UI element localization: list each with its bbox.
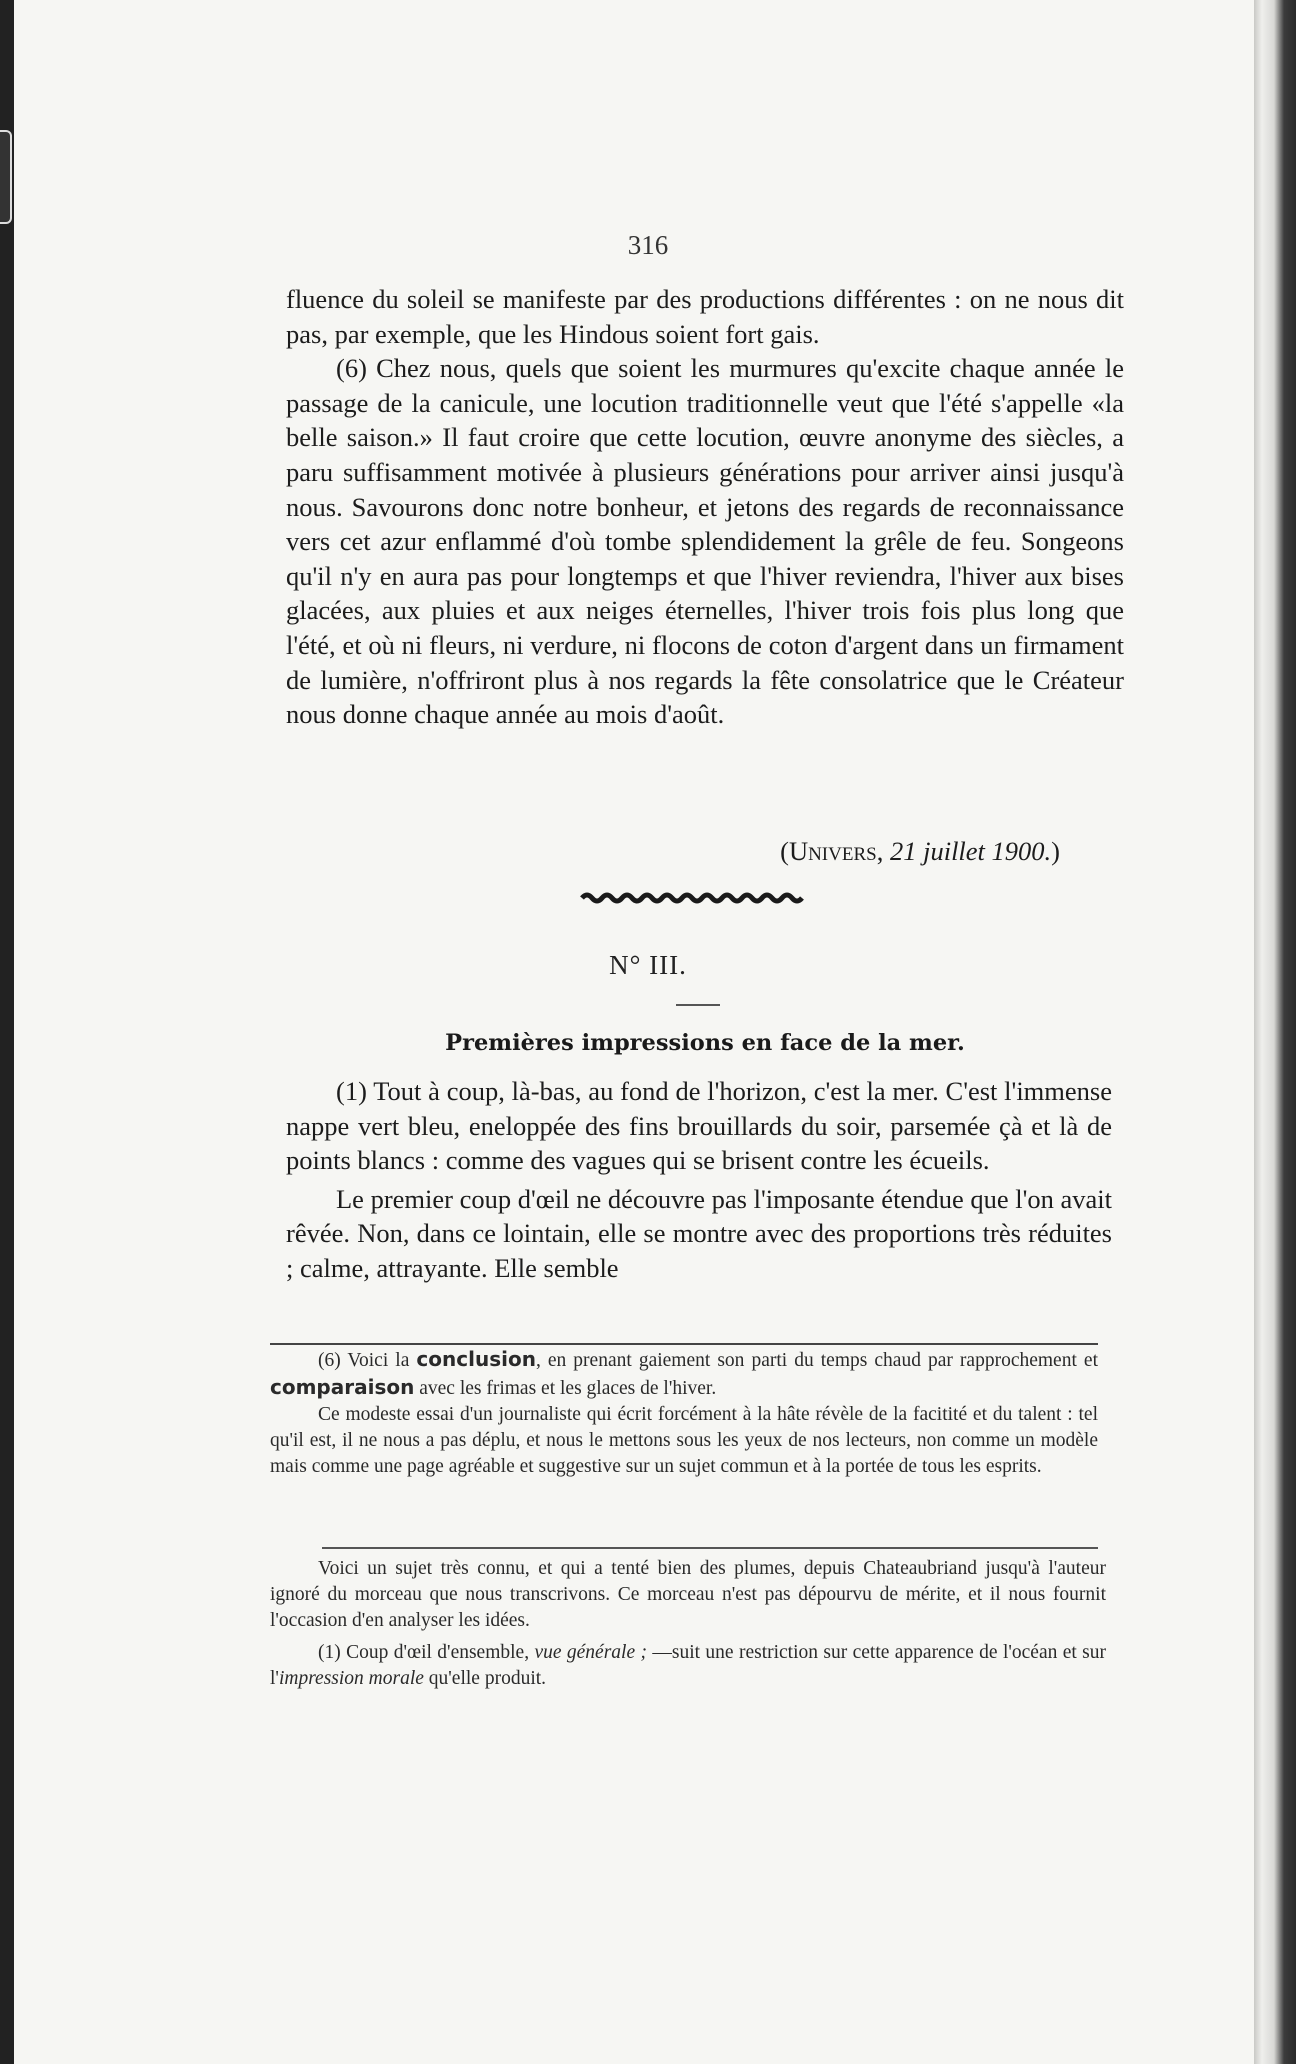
ornament-divider: [580, 890, 810, 904]
footnote-paragraph-2: Ce modeste essai d'un journaliste qui écrit forcément à la hâte révèle de la facitité et du talent : tel qu'il est, il ne nous a pas déplu, et nous le mettons sous les yeux de nos lecteurs, non comme un modèle mais comme une page agréable et suggestive sur un sujet commun et à la portée de tous les esprits.: [270, 1404, 1098, 1477]
notes-intro: Voici un sujet très connu, et qui a tenté bien des plumes, depuis Chateaubriand jusqu'à l'auteur ignoré du morceau que nous transcrivons. Ce morceau n'est pas dépourvu de mérite, et il nous fournit l'occasion d'en analyser les idées.: [270, 1558, 1106, 1631]
note-1-text-c: qu'elle produit.: [423, 1668, 547, 1689]
paragraph-continuation: fluence du soleil se manifeste par des productions différentes : on ne nous dit pas, par exemple, que les Hindous soient fort gais.: [286, 284, 1124, 349]
paragraph-6: (6) Chez nous, quels que soient les murmures qu'excite chaque année le passage de la canicule, une locution traditionnelle veut que l'été s'appelle «la belle saison.» Il faut croire que cette locution, œuvre anonyme des siècles, a paru suffisamment motivée à plusieurs générations pour arriver ainsi jusqu'à nous. Savourons donc notre bonheur, et jetons des regards de reconnaissance vers cet azur enflammé d'où tombe splendidement la grêle de feu. Songeons qu'il n'y en aura pas pour longtemps et que l'hiver reviendra, l'hiver aux bises glacées, aux pluies et aux neiges éternelles, l'hiver trois fois plus long que l'été, et où ni fleurs, ni verdure, ni flocons de coton d'argent dans un firmament de lumière, n'offriront plus à nos regards la fête consolatrice que le Créateur nous donne chaque année au mois d'août.: [286, 353, 1124, 730]
citation-source: Univers: [788, 836, 877, 866]
section-paragraph-1: (1) Tout à coup, là-bas, au fond de l'horizon, c'est la mer. C'est l'immense nappe vert bleu, eneloppée des fins brouillards du soir, parsemée çà et là de points blancs : comme des vagues qui se brisent contre les écueils.: [286, 1076, 1112, 1176]
footnote-text-1: (6) Voici la: [318, 1350, 417, 1371]
citation-close: ): [1051, 836, 1060, 866]
keyword-conclusion: conclusion: [416, 1347, 536, 1371]
citation-separator: ,: [876, 836, 890, 866]
footnote-rule: [270, 1343, 1098, 1345]
note-1-text-b: —suit une restriction sur cette apparence de l'océan et sur l': [270, 1642, 1107, 1689]
note-1-emphasis-2: impression morale: [278, 1668, 424, 1689]
footnote-paragraph-1: [270, 1346, 1098, 1402]
footnote-text-2: , en prenant gaiement son parti du temps chaud par rapprochement et: [535, 1350, 1098, 1371]
section-number: N° III.: [609, 950, 687, 980]
citation-open: (: [780, 836, 789, 866]
footnote-text-3: avec les frimas et les glaces de l'hiver.: [414, 1378, 717, 1399]
section-paragraph-2: Le premier coup d'œil ne découvre pas l'imposante étendue que l'on avait rêvée. Non, dans ce lointain, elle se montre avec des proportions très réduites ; calme, attrayante. Elle semble: [286, 1183, 1112, 1283]
keyword-comparaison: comparaison: [270, 1375, 415, 1399]
binding-tab: [0, 130, 12, 224]
section-text: [286, 1074, 1112, 1286]
analysis-notes: [270, 1556, 1106, 1692]
note-1-text-a: (1) Coup d'œil d'ensemble,: [318, 1642, 535, 1663]
next-page-edge: [1254, 0, 1296, 2064]
notes-rule: [322, 1547, 1098, 1549]
page-number: 316: [627, 230, 669, 260]
note-1: [270, 1640, 1106, 1692]
previous-page-edge: [0, 0, 14, 2064]
footnote-6: [270, 1346, 1098, 1480]
section-rule: [676, 1004, 720, 1006]
citation-date: 21 juillet 1900.: [889, 836, 1052, 866]
source-citation: [560, 836, 1060, 867]
main-text: [286, 282, 1124, 732]
section-title: Premières impressions en face de la mer.: [445, 1030, 965, 1056]
note-1-emphasis-1: vue générale ;: [534, 1642, 647, 1663]
